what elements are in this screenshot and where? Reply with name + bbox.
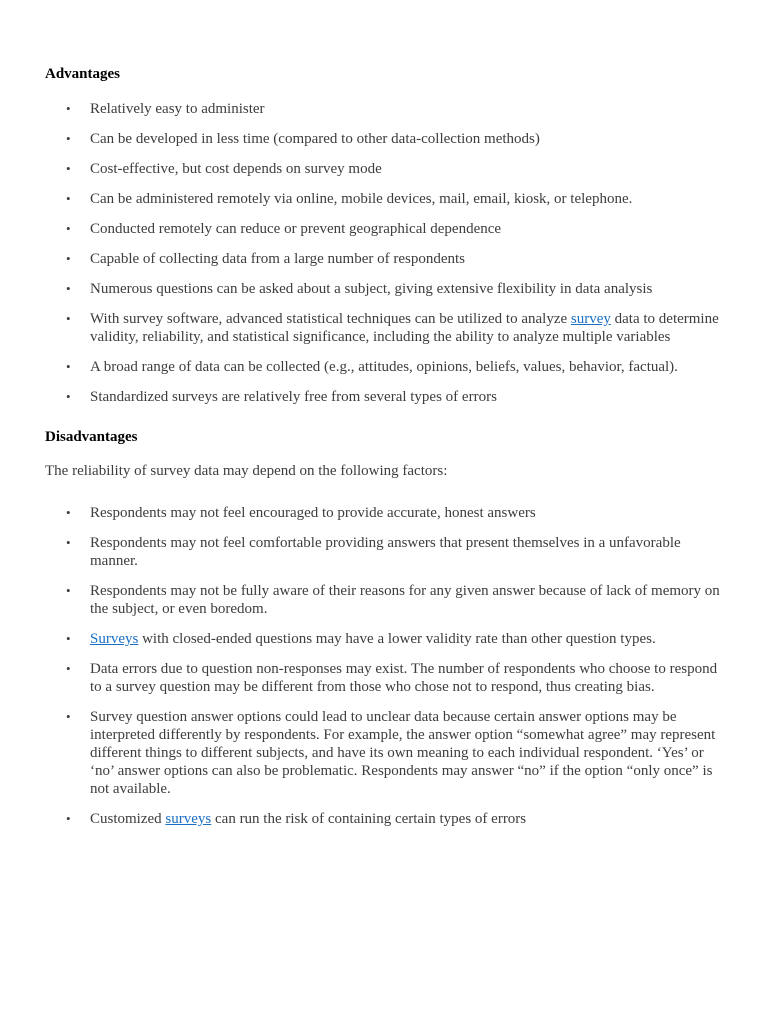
list-item-text: Respondents may not feel comfortable providing answers that present themselves in a unfavorable manner. (90, 535, 681, 569)
document-body (45, 65, 730, 828)
list-item-text: A broad range of data can be collected (e.g., attitudes, opinions, beliefs, values, behavior, factual). (90, 359, 678, 375)
survey-link[interactable]: Surveys (90, 631, 139, 647)
list-item-text: With survey software, advanced statistical techniques can be utilized to analyze (90, 311, 571, 327)
list-item-text: Respondents may not be fully aware of their reasons for any given answer because of lack of memory on the subject, or even boredom. (90, 583, 720, 617)
list-item (45, 582, 730, 618)
list-item (45, 708, 730, 798)
list-item (45, 810, 730, 828)
list-item (45, 190, 730, 208)
list-item (45, 630, 730, 648)
list-item-text: Standardized surveys are relatively free from several types of errors (90, 389, 497, 405)
advantages-heading: Advantages (45, 66, 121, 82)
survey-link[interactable]: survey (570, 311, 611, 327)
list-item-text: can run the risk of containing certain types of errors (211, 811, 527, 827)
survey-link[interactable]: surveys (165, 811, 212, 827)
list-item-text: Numerous questions can be asked about a subject, giving extensive flexibility in data analysis (90, 281, 653, 297)
list-item-text: Cost-effective, but cost depends on survey mode (90, 161, 382, 177)
disadvantages-list (45, 504, 730, 828)
advantages-list (45, 100, 730, 406)
list-item-text: Relatively easy to administer (90, 101, 265, 117)
list-item (45, 358, 730, 376)
list-item-text: Customized (90, 811, 166, 827)
list-item (45, 280, 730, 298)
list-item-text: data to determine validity, reliability, and statistical significance, including the ability to analyze multiple variables (90, 311, 719, 345)
list-item (45, 130, 730, 148)
list-item-text: Can be administered remotely via online, mobile devices, mail, email, kiosk, or telephone. (90, 191, 633, 207)
list-item (45, 534, 730, 570)
list-item (45, 160, 730, 178)
list-item-text: Conducted remotely can reduce or prevent geographical dependence (90, 221, 502, 237)
list-item (45, 220, 730, 238)
list-item (45, 310, 730, 346)
list-item-text: with closed-ended questions may have a lower validity rate than other question types. (138, 631, 656, 647)
list-item-text: Data errors due to question non-responses may exist. The number of respondents who choose to respond to a survey question may be different from those who chose not to respond, thus creating bias. (90, 661, 718, 695)
list-item (45, 660, 730, 696)
disadvantages-heading: Disadvantages (45, 429, 138, 445)
list-item-text: Survey question answer options could lead to unclear data because certain answer options may be interpreted differently by respondents. For example, the answer option “somewhat agree” may represent different things to different subjects, and have its own meaning to each individual respondent. ‘Yes’ or ‘no’ answer options can also be problematic. Respondents may answer “no” if the option “only once” is not available. (90, 709, 716, 797)
list-item-text: Can be developed in less time (compared to other data-collection methods) (90, 131, 540, 147)
list-item (45, 388, 730, 406)
list-item (45, 504, 730, 522)
list-item-text: Respondents may not feel encouraged to provide accurate, honest answers (90, 505, 536, 521)
disadvantages-intro: The reliability of survey data may depend on the following factors: (45, 463, 448, 479)
list-item (45, 250, 730, 268)
list-item-text: Capable of collecting data from a large number of respondents (90, 251, 466, 267)
list-item (45, 100, 730, 118)
